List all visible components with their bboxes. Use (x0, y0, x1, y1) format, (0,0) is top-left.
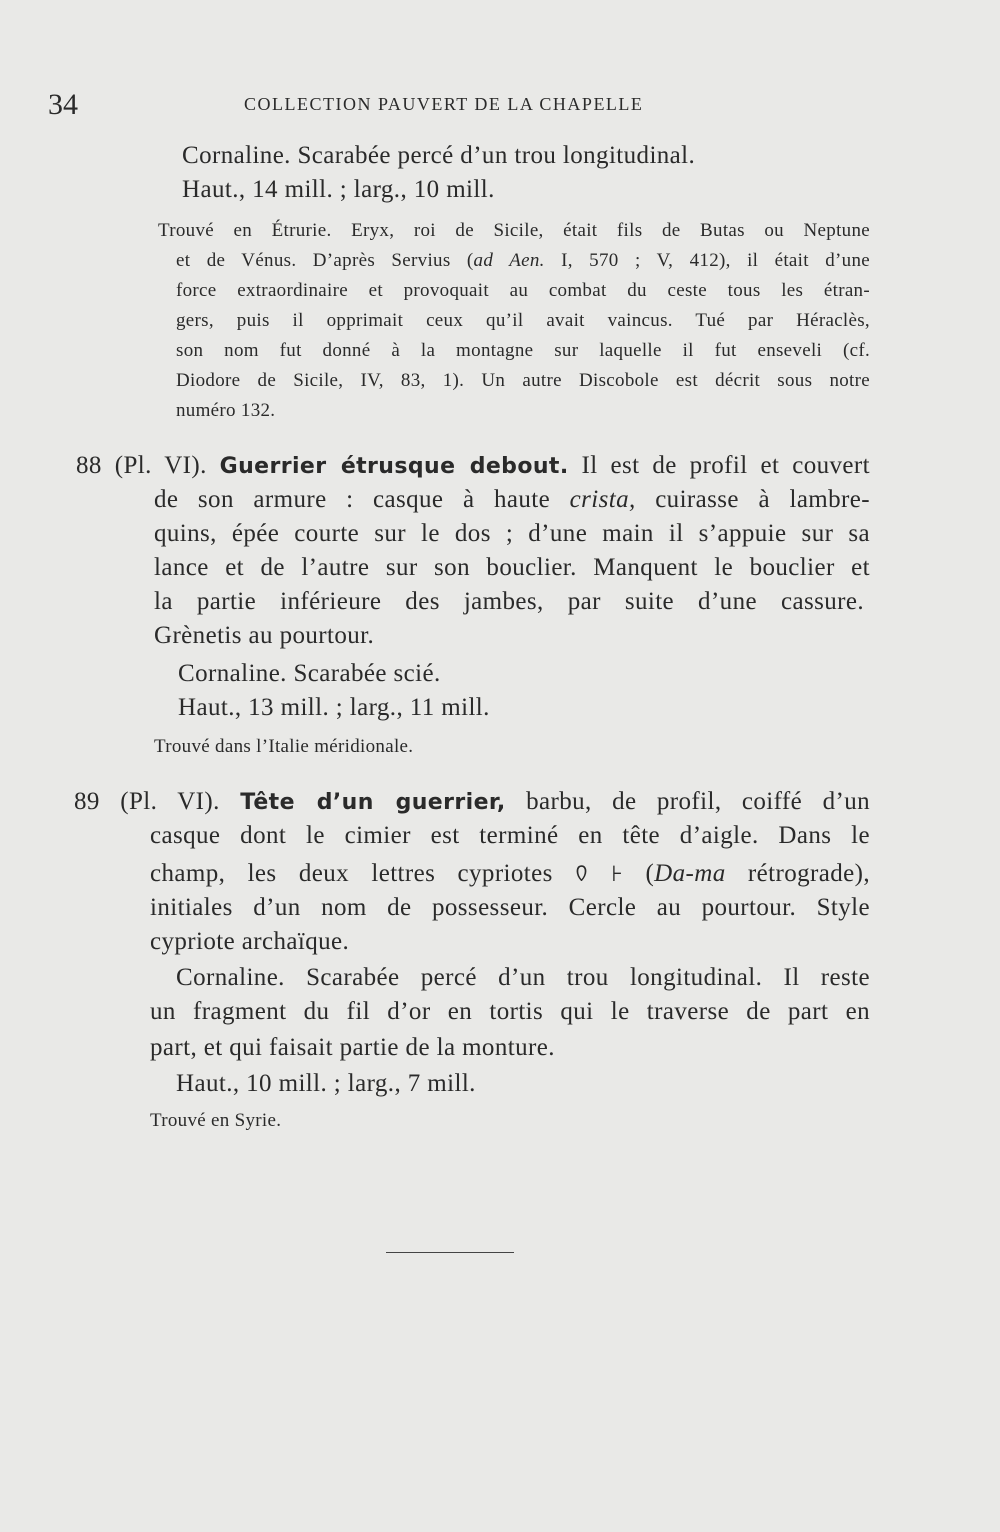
plate-reference: (Pl. VI). (120, 788, 220, 815)
entry89-heading: 89 (Pl. VI). Tête d’un guerrier, barbu, de profil, coiffé d’un (74, 788, 870, 815)
entry87-dimensions: Haut., 14 mill. ; larg., 10 mill. (182, 176, 495, 203)
entry88-text-line: de son armure : casque à haute crista, cuirasse à lambre- (154, 486, 871, 513)
entry88-note: Trouvé dans l’Italie méridionale. (154, 736, 414, 757)
entry89-dimensions: Haut., 10 mill. ; larg., 7 mill. (176, 1070, 476, 1097)
entry89-material-line: part, et qui faisait partie de la monture. (150, 1034, 555, 1061)
page-number: 34 (48, 88, 78, 121)
entry-title: Guerrier étrusque debout. (219, 454, 569, 479)
entry88-material: Cornaline. Scarabée scié. (178, 660, 441, 687)
entry-number: 89 (74, 788, 100, 815)
entry89-material-line: Cornaline. Scarabée percé d’un trou longitudinal. Il reste (176, 964, 870, 991)
entry89-material-line: un fragment du fil d’or en tortis qui le traverse de part en (150, 998, 870, 1025)
plate-reference: (Pl. VI). (114, 452, 207, 479)
entry-title: Tête d’un guerrier, (240, 790, 506, 815)
entry88-dimensions: Haut., 13 mill. ; larg., 11 mill. (178, 694, 490, 721)
entry89-text-line: cypriote archaïque. (150, 928, 350, 955)
cypriot-letters: 𐠅 ⊦ (575, 862, 624, 887)
entry88-heading: 88 (Pl. VI). Guerrier étrusque debout. Il est de profil et couvert (76, 452, 870, 479)
entry88-text-line: Grènetis au pourtour. (154, 622, 375, 649)
page-header (48, 88, 838, 128)
entry87-note-line: numéro 132. (176, 400, 276, 421)
entry87-note-line: et de Vénus. D’après Servius (ad Aen. I, 570 ; V, 412), il était d’une (176, 250, 870, 271)
entry-number: 88 (76, 452, 102, 479)
entry88-text-line: lance et de l’autre sur son bouclier. Manquent le bouclier et (154, 554, 870, 581)
entry89-text-line: champ, les deux lettres cypriotes 𐠅 ⊦ (Da-ma rétrograde), (150, 860, 870, 887)
entry88-text-line: la partie inférieure des jambes, par suite d’une cassure. (154, 588, 864, 615)
entry87-note-line: Trouvé en Étrurie. Eryx, roi de Sicile, était fils de Butas ou Neptune (158, 220, 870, 241)
running-title: COLLECTION PAUVERT DE LA CHAPELLE (244, 94, 644, 114)
entry89-text-line: casque dont le cimier est terminé en tête d’aigle. Dans le (150, 822, 870, 849)
entry87-note-line: son nom fut donné à la montagne sur laquelle il fut enseveli (cf. (176, 340, 870, 361)
entry87-note-line: gers, puis il opprimait ceux qu’il avait vaincus. Tué par Héraclès, (176, 310, 870, 331)
entry89-text-line: initiales d’un nom de possesseur. Cercle au pourtour. Style (150, 894, 870, 921)
entry89-note: Trouvé en Syrie. (150, 1110, 282, 1131)
entry87-material: Cornaline. Scarabée percé d’un trou longitudinal. (182, 142, 696, 169)
entry88-text-line: quins, épée courte sur le dos ; d’une main il s’appuie sur sa (154, 520, 870, 547)
entry87-note-line: Diodore de Sicile, IV, 83, 1). Un autre Discobole est décrit sous notre (176, 370, 870, 391)
entry87-note-line: force extraordinaire et provoquait au combat du ceste tous les étran- (176, 280, 870, 301)
section-rule (386, 1252, 514, 1253)
